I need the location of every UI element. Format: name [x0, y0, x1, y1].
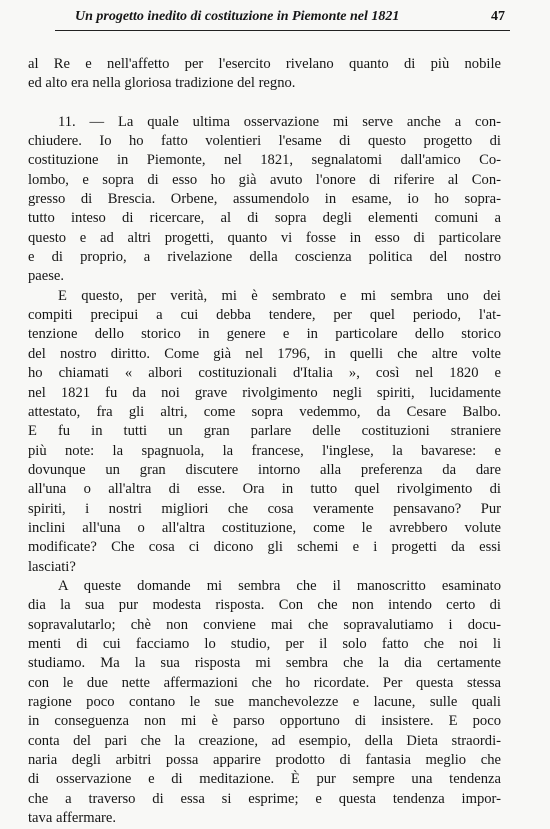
- paragraph-2: [28, 113, 501, 287]
- text-line: dia la sua pur modesta risposta. Con che non intendo certo di: [28, 597, 501, 614]
- text-line: studiamo. Ma la sua risposta mi sembra che la dia certamente: [28, 655, 501, 672]
- text-line: E questo, per verità, mi è sembrato e mi sembra uno dei: [58, 287, 501, 304]
- paragraph-3: [28, 287, 501, 577]
- text-line: all'una o all'altra di esse. Ora in tutto quel rivolgimento di: [28, 481, 501, 498]
- text-line: spiriti, i nostri migliori che cosa veramente pensavano? Pur: [28, 500, 501, 517]
- running-title: Un progetto inedito di costituzione in Piemonte nel 1821: [75, 9, 400, 24]
- text-line: compiti precipui a cui debba tendere, per quel periodo, l'at-: [28, 307, 501, 324]
- text-line: più note: la spagnuola, la francese, l'inglese, la bavarese: e: [28, 442, 501, 459]
- text-line: naria degli arbitri possa apparire prodotto di fantasia meglio che: [28, 752, 501, 769]
- text-line: lombo, e sopra di esso ho già avuto l'onore di riferire al Con-: [28, 171, 501, 188]
- paragraph-4: [28, 577, 501, 828]
- text-line: in conseguenza non mi è parso opportuno di insistere. E poco: [28, 713, 501, 730]
- text-line: e di proprio, a rivelazione della coscienza politica del nostro: [28, 249, 501, 266]
- text-line: gresso di Brescia. Orbene, assumendolo in esame, io ho sopra-: [28, 191, 501, 208]
- text-line: con le due nette affermazioni che ho ricordate. Per questa stessa: [28, 674, 501, 691]
- text-line: costituzione in Piemonte, nel 1821, segnalatomi dall'amico Co-: [28, 152, 501, 169]
- body-text: [28, 55, 501, 828]
- text-line: paese.: [28, 268, 65, 285]
- text-line: 11. — La quale ultima osservazione mi serve anche a con-: [58, 113, 501, 130]
- text-line: attestato, fra gli altri, come sopra vedemmo, da Cesare Balbo.: [28, 403, 501, 420]
- text-line: chiudere. Io ho fatto volentieri l'esame di questo progetto di: [28, 133, 501, 150]
- text-line: inclini all'una o all'altra costituzione, come le avrebbero volute: [28, 519, 501, 536]
- text-line: A queste domande mi sembra che il manoscritto esaminato: [58, 577, 501, 594]
- text-line: dovunque un gran discutere intorno alla preferenza da dare: [28, 461, 501, 478]
- text-line: sopravalutarlo; chè non conviene mai che sopravalutiamo i docu-: [28, 616, 501, 633]
- running-header: [75, 9, 505, 25]
- text-line: ed alto era nella gloriosa tradizione del regno.: [28, 75, 296, 92]
- text-line: al Re e nell'affetto per l'esercito rivelano quanto di più nobile: [28, 56, 501, 72]
- page-number: 47: [491, 9, 505, 24]
- text-line: ho chiamati « albori costituzionali d'Italia », così nel 1820 e: [28, 365, 501, 382]
- text-line: conta del pari che la creazione, ad esempio, della Dieta straordi-: [28, 732, 501, 749]
- text-line: modificate? Che cosa ci dicono gli schemi e i progetti da essi: [28, 539, 501, 556]
- text-line: che a traverso di essa si esprime; e questa tendenza impor-: [28, 790, 501, 807]
- text-line: nel 1821 fu da noi grave rivolgimento negli spiriti, lucidamente: [28, 384, 501, 401]
- text-line: del nostro diritto. Come già nel 1796, in quelli che altre volte: [28, 345, 501, 362]
- text-line: di osservazione e di meditazione. È pur sempre una tendenza: [28, 771, 501, 788]
- text-line: menti di cui facciamo lo studio, per il solo fatto che noi li: [28, 635, 501, 652]
- text-line: lasciati?: [28, 558, 76, 575]
- paragraph-1: [28, 55, 501, 94]
- header-rule: [55, 30, 510, 31]
- text-line: tava affermare.: [28, 810, 117, 827]
- text-line: E fu in tutti un gran parlare delle costituzioni straniere: [28, 423, 501, 440]
- text-line: tutto inteso di ricercare, al di sopra degli elementi comuni a: [28, 210, 501, 227]
- text-line: questo e ad altri progetti, quanto vi fosse in esso di particolare: [28, 229, 501, 246]
- text-line: tenzione dello storico in genere e in particolare dello storico: [28, 326, 501, 343]
- text-line: ragione poco contano le sue manchevolezze e lacune, sulle quali: [28, 694, 501, 710]
